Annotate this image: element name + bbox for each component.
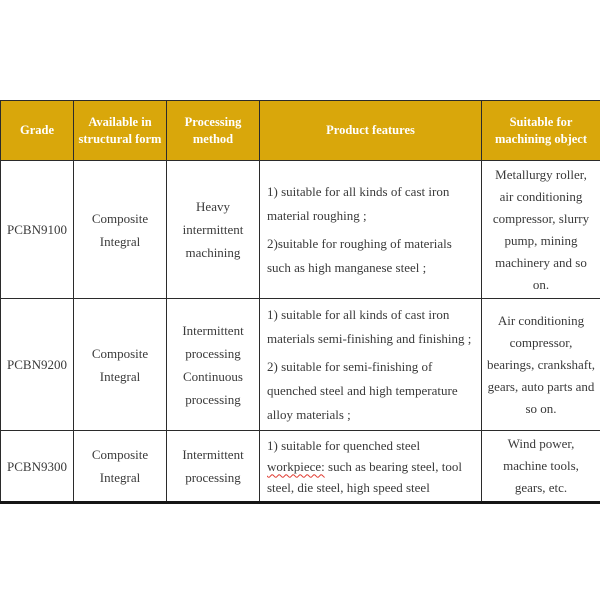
cell-grade: PCBN9300 bbox=[1, 431, 74, 503]
column-header-product-features: Product features bbox=[260, 101, 482, 161]
cell-structural-form: Composite Integral bbox=[74, 431, 167, 503]
feature-item: 1) suitable for all kinds of cast iron material roughing ; bbox=[267, 183, 450, 223]
table-row-pcbn9200 bbox=[1, 299, 600, 431]
product-grade-table bbox=[0, 100, 600, 504]
feature-item: 1) suitable for all kinds of cast iron materials semi-finishing and finishing ; bbox=[267, 306, 472, 346]
column-header-processing-method: Processing method bbox=[167, 101, 260, 161]
cell-product-features bbox=[260, 161, 482, 299]
cell-grade: PCBN9100 bbox=[1, 161, 74, 299]
feature-item: 2)suitable for roughing of materials such as high manganese steel ; bbox=[267, 235, 452, 275]
cell-product-features bbox=[260, 431, 482, 503]
spellcheck-underline: workpiece: bbox=[267, 458, 325, 474]
table-row-pcbn9100 bbox=[1, 161, 600, 299]
column-header-structural-form: Available in structural form bbox=[74, 101, 167, 161]
column-header-grade: Grade bbox=[1, 101, 74, 161]
cell-grade: PCBN9200 bbox=[1, 299, 74, 431]
cell-machining-object: Air conditioning compressor, bearings, crankshaft, gears, auto parts and so on. bbox=[482, 299, 600, 431]
cell-product-features bbox=[260, 299, 482, 431]
cell-processing-method: Intermittent processing Continuous processing bbox=[167, 299, 260, 431]
column-header-machining-object: Suitable for machining object bbox=[482, 101, 600, 161]
table-row-pcbn9300 bbox=[1, 431, 600, 503]
cell-machining-object: Metallurgy roller, air conditioning compressor, slurry pump, mining machinery and so on. bbox=[482, 161, 600, 299]
cell-processing-method: Heavy intermittent machining bbox=[167, 161, 260, 299]
table-body bbox=[1, 161, 600, 503]
cell-processing-method: Intermittent processing bbox=[167, 431, 260, 503]
header-row bbox=[1, 101, 600, 161]
cell-machining-object: Wind power, machine tools, gears, etc. bbox=[482, 431, 600, 503]
feature-item: 1) suitable for quenched steel workpiece: such as bearing steel, tool steel, die steel, high speed steel bbox=[267, 437, 462, 495]
feature-item: 2) suitable for semi-finishing of quenched steel and high temperature alloy materials ; bbox=[267, 358, 458, 422]
cell-structural-form: Composite Integral bbox=[74, 161, 167, 299]
cell-structural-form: Composite Integral bbox=[74, 299, 167, 431]
table-header bbox=[1, 101, 600, 161]
